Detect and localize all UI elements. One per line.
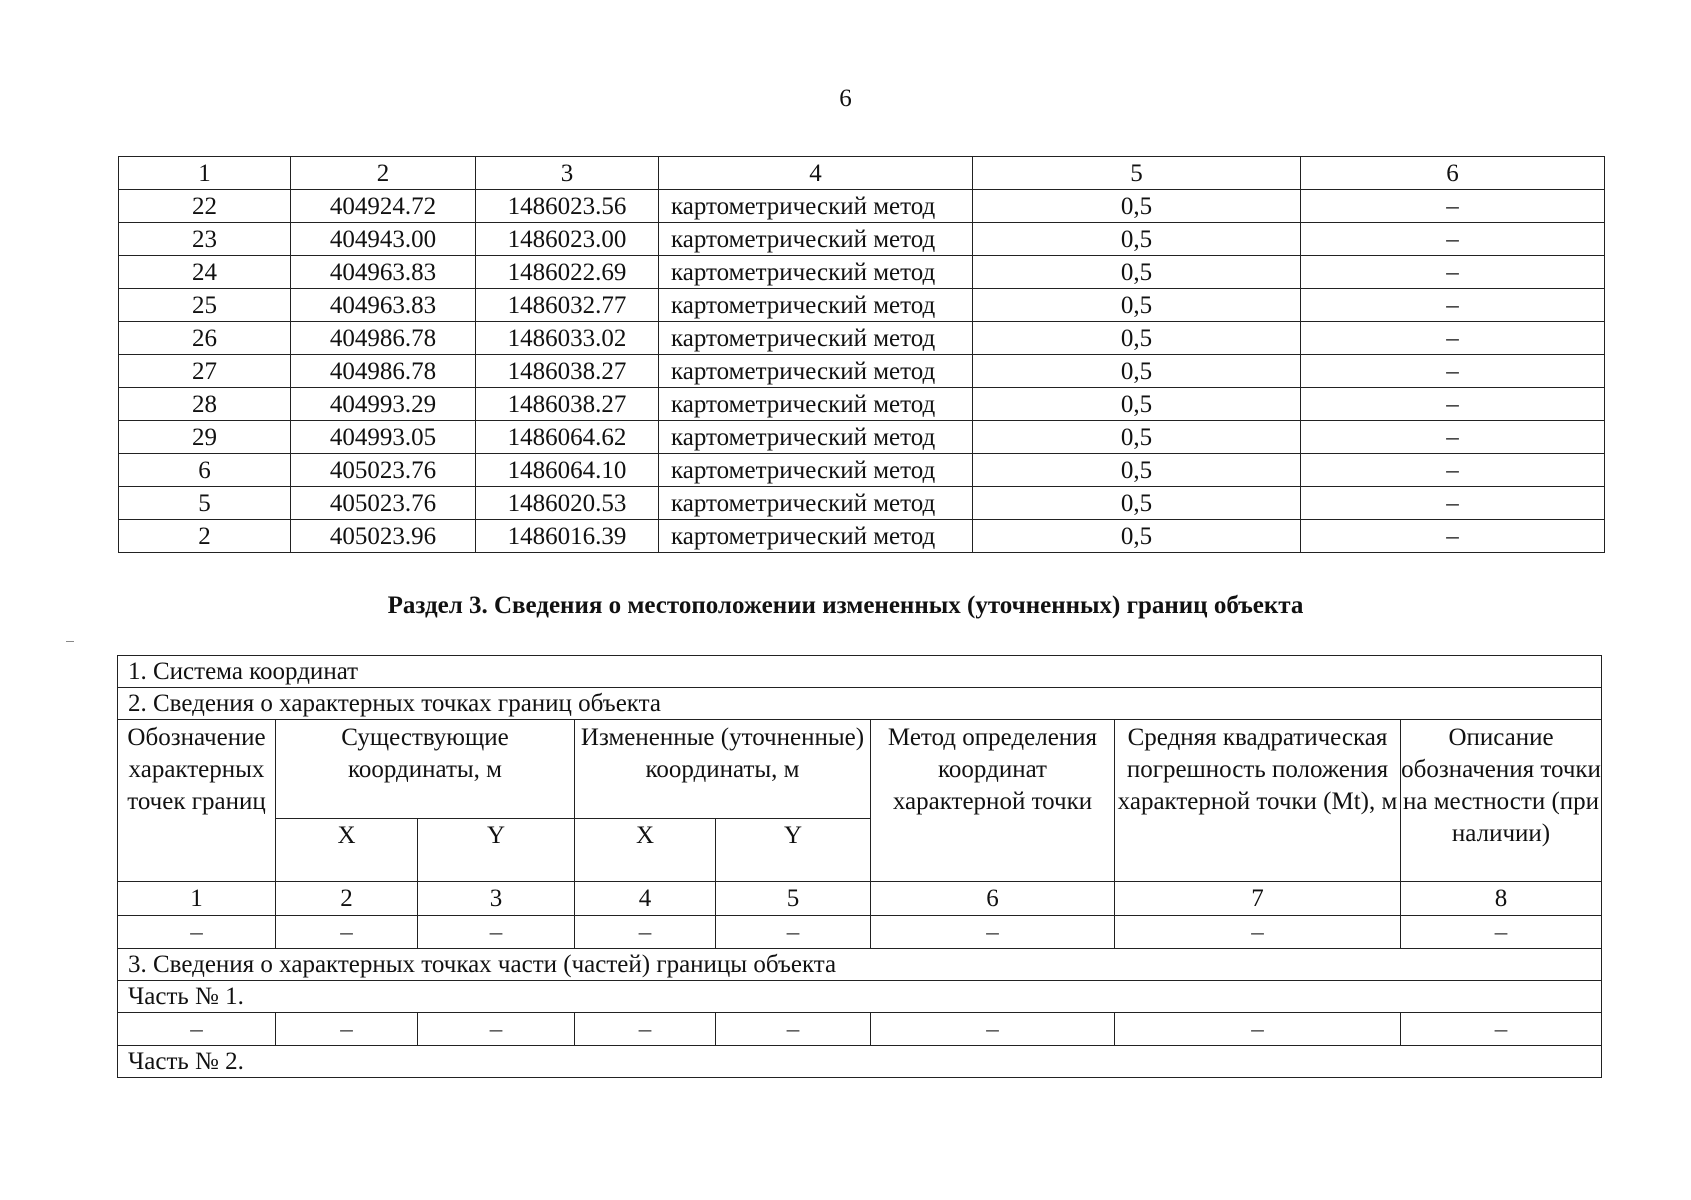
- empty-cell: –: [276, 1013, 418, 1046]
- column-index: 4: [659, 157, 973, 190]
- coord-x-cell: 405023.76: [291, 487, 476, 520]
- column-index: 6: [871, 882, 1115, 916]
- method-cell: картометрический метод: [659, 256, 973, 289]
- empty-cell: –: [1401, 1013, 1602, 1046]
- empty-data-row: [118, 916, 1602, 949]
- header-description: Описание обозначения точки на местности (при наличии): [1401, 720, 1602, 882]
- column-index: 6: [1301, 157, 1605, 190]
- column-index: 1: [118, 882, 276, 916]
- method-cell: картометрический метод: [659, 322, 973, 355]
- point-number-cell: 22: [119, 190, 291, 223]
- table-row: [119, 190, 1605, 223]
- mean-error-cell: 0,5: [973, 190, 1301, 223]
- empty-cell: –: [716, 916, 871, 949]
- empty-cell: –: [1115, 1013, 1401, 1046]
- description-cell: –: [1301, 190, 1605, 223]
- header-y: Y: [716, 819, 871, 882]
- method-cell: картометрический метод: [659, 289, 973, 322]
- header-method: Метод определения координат характерной точки: [871, 720, 1115, 882]
- table-row: [119, 520, 1605, 553]
- parts-heading-row: [118, 949, 1602, 981]
- description-cell: –: [1301, 421, 1605, 454]
- method-cell: картометрический метод: [659, 421, 973, 454]
- coord-x-cell: 405023.96: [291, 520, 476, 553]
- points-heading: 2. Сведения о характерных точках границ объекта: [118, 688, 1602, 720]
- margin-mark: [66, 641, 74, 642]
- mean-error-cell: 0,5: [973, 256, 1301, 289]
- table-row: [119, 388, 1605, 421]
- points-heading-row: [118, 688, 1602, 720]
- method-cell: картометрический метод: [659, 388, 973, 421]
- description-cell: –: [1301, 454, 1605, 487]
- point-number-cell: 27: [119, 355, 291, 388]
- empty-cell: –: [418, 1013, 575, 1046]
- method-cell: картометрический метод: [659, 454, 973, 487]
- coord-x-cell: 404924.72: [291, 190, 476, 223]
- boundary-points-table: [118, 156, 1605, 553]
- header-existing-coords: Существующие координаты, м: [276, 720, 575, 819]
- table-row: [119, 421, 1605, 454]
- mean-error-cell: 0,5: [973, 289, 1301, 322]
- empty-cell: –: [1115, 916, 1401, 949]
- table-row: [119, 322, 1605, 355]
- column-index: 1: [119, 157, 291, 190]
- table-row: [119, 355, 1605, 388]
- column-index: 4: [575, 882, 716, 916]
- header-x: X: [276, 819, 418, 882]
- point-number-cell: 26: [119, 322, 291, 355]
- coord-x-cell: 404963.83: [291, 289, 476, 322]
- coord-x-cell: 404993.29: [291, 388, 476, 421]
- method-cell: картометрический метод: [659, 223, 973, 256]
- coord-y-cell: 1486064.10: [476, 454, 659, 487]
- table-row: [119, 487, 1605, 520]
- column-index: 5: [716, 882, 871, 916]
- mean-error-cell: 0,5: [973, 223, 1301, 256]
- column-index: 3: [476, 157, 659, 190]
- point-number-cell: 23: [119, 223, 291, 256]
- coord-system-label: 1. Система координат: [118, 656, 1602, 688]
- method-cell: картометрический метод: [659, 355, 973, 388]
- coord-x-cell: 405023.76: [291, 454, 476, 487]
- point-number-cell: 29: [119, 421, 291, 454]
- empty-cell: –: [871, 916, 1115, 949]
- column-index: 7: [1115, 882, 1401, 916]
- header-y: Y: [418, 819, 575, 882]
- empty-cell: –: [575, 916, 716, 949]
- coord-y-cell: 1486032.77: [476, 289, 659, 322]
- part-row: [118, 981, 1602, 1013]
- description-cell: –: [1301, 289, 1605, 322]
- coord-y-cell: 1486022.69: [476, 256, 659, 289]
- point-number-cell: 6: [119, 454, 291, 487]
- column-index: 2: [291, 157, 476, 190]
- empty-cell: –: [1401, 916, 1602, 949]
- part-2-label: Часть № 2.: [118, 1046, 1602, 1078]
- coord-y-cell: 1486023.56: [476, 190, 659, 223]
- coord-x-cell: 404963.83: [291, 256, 476, 289]
- empty-cell: –: [418, 916, 575, 949]
- coord-y-cell: 1486020.53: [476, 487, 659, 520]
- table-row: [119, 223, 1605, 256]
- table-row: [119, 289, 1605, 322]
- header-changed-coords: Измененные (уточненные) координаты, м: [575, 720, 871, 819]
- coord-y-cell: 1486023.00: [476, 223, 659, 256]
- method-cell: картометрический метод: [659, 520, 973, 553]
- part-1-label: Часть № 1.: [118, 981, 1602, 1013]
- empty-data-row: [118, 1013, 1602, 1046]
- coord-y-cell: 1486016.39: [476, 520, 659, 553]
- empty-cell: –: [716, 1013, 871, 1046]
- method-cell: картометрический метод: [659, 487, 973, 520]
- mean-error-cell: 0,5: [973, 421, 1301, 454]
- mean-error-cell: 0,5: [973, 454, 1301, 487]
- description-cell: –: [1301, 256, 1605, 289]
- mean-error-cell: 0,5: [973, 355, 1301, 388]
- empty-cell: –: [118, 1013, 276, 1046]
- description-cell: –: [1301, 388, 1605, 421]
- description-cell: –: [1301, 487, 1605, 520]
- column-header-row: [118, 720, 1602, 819]
- column-index: 3: [418, 882, 575, 916]
- table-row: [119, 454, 1605, 487]
- point-number-cell: 24: [119, 256, 291, 289]
- point-number-cell: 2: [119, 520, 291, 553]
- point-number-cell: 5: [119, 487, 291, 520]
- column-index: 2: [276, 882, 418, 916]
- empty-cell: –: [118, 916, 276, 949]
- header-designation: Обозначение характерных точек границ: [118, 720, 276, 882]
- table-header-row: [119, 157, 1605, 190]
- coord-y-cell: 1486038.27: [476, 355, 659, 388]
- coord-x-cell: 404986.78: [291, 322, 476, 355]
- header-x: X: [575, 819, 716, 882]
- coord-y-cell: 1486038.27: [476, 388, 659, 421]
- changed-boundaries-table: [117, 655, 1602, 1078]
- part-row: [118, 1046, 1602, 1078]
- page-number: 6: [839, 85, 852, 112]
- point-number-cell: 28: [119, 388, 291, 421]
- point-number-cell: 25: [119, 289, 291, 322]
- description-cell: –: [1301, 223, 1605, 256]
- empty-cell: –: [575, 1013, 716, 1046]
- column-index: 8: [1401, 882, 1602, 916]
- description-cell: –: [1301, 322, 1605, 355]
- header-mean-error: Средняя квадратическая погрешность положения характерной точки (Mt), м: [1115, 720, 1401, 882]
- method-cell: картометрический метод: [659, 190, 973, 223]
- description-cell: –: [1301, 520, 1605, 553]
- parts-heading: 3. Сведения о характерных точках части (частей) границы объекта: [118, 949, 1602, 981]
- empty-cell: –: [871, 1013, 1115, 1046]
- mean-error-cell: 0,5: [973, 487, 1301, 520]
- coord-x-cell: 404986.78: [291, 355, 476, 388]
- mean-error-cell: 0,5: [973, 520, 1301, 553]
- coord-system-row: [118, 656, 1602, 688]
- column-index-row: [118, 882, 1602, 916]
- coord-y-cell: 1486033.02: [476, 322, 659, 355]
- section-title: Раздел 3. Сведения о местоположении измененных (уточненных) границ объекта: [387, 592, 1304, 619]
- coord-y-cell: 1486064.62: [476, 421, 659, 454]
- description-cell: –: [1301, 355, 1605, 388]
- coord-x-cell: 404993.05: [291, 421, 476, 454]
- table-row: [119, 256, 1605, 289]
- empty-cell: –: [276, 916, 418, 949]
- column-index: 5: [973, 157, 1301, 190]
- coord-x-cell: 404943.00: [291, 223, 476, 256]
- mean-error-cell: 0,5: [973, 388, 1301, 421]
- mean-error-cell: 0,5: [973, 322, 1301, 355]
